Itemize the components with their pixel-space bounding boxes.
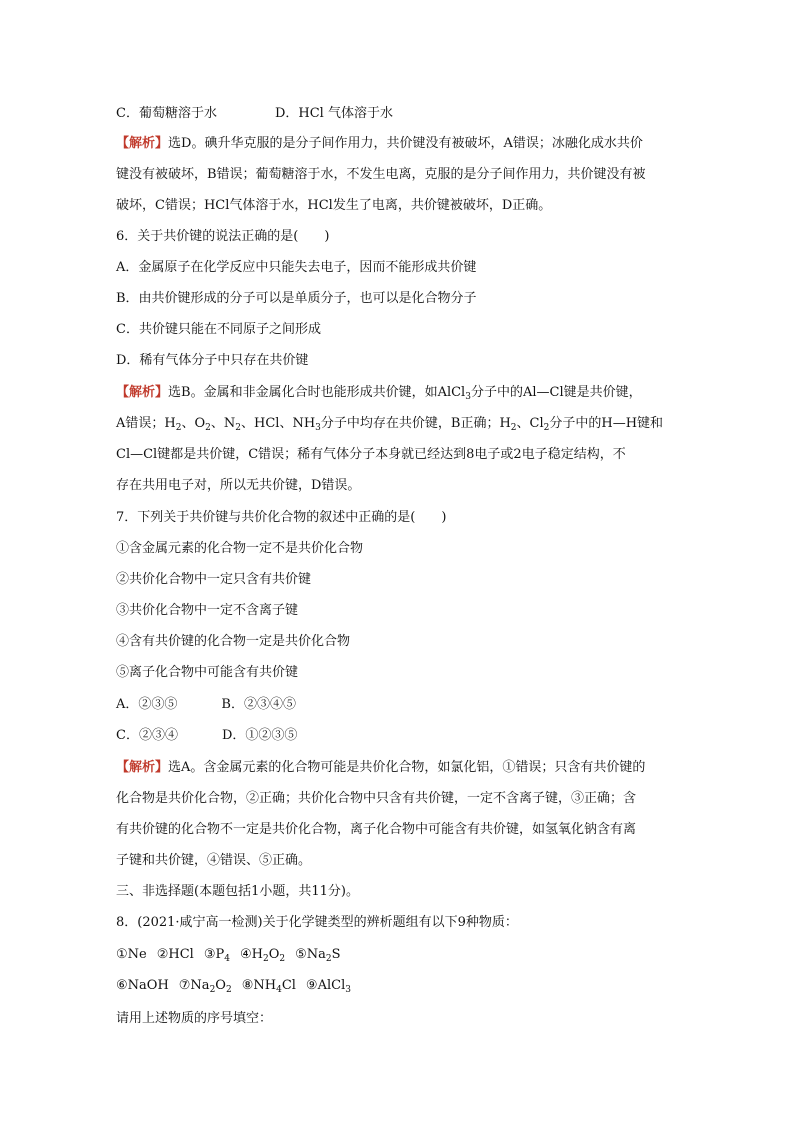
substance-1: ①Ne bbox=[116, 947, 147, 962]
q8-substances-row-2 bbox=[116, 977, 686, 999]
q6-explanation-line-3: Cl—Cl键都是共价键，C错误；稀有气体分子本身就已经达到8电子或2电子稳定结构，不 bbox=[116, 447, 626, 462]
q7-explanation-line-3: 有共价键的化合物不一定是共价化合物，离子化合物中可能含有共价键，如氢氧化钠含有离 bbox=[116, 822, 637, 837]
q7-explanation-line-4: 子键和共价键，④错误、⑤正确。 bbox=[116, 853, 312, 868]
q7-explanation-line-2: 化合物是共价化合物，②正确；共价化合物中只含有共价键，一定不含离子键，③正确；含 bbox=[116, 791, 637, 806]
q6-explanation-line-2: A错误；$H_2$、$O_2$、$N_2$、HCl、$NH_3$分子中均存在共价键，B正确；$H_2$、$Cl_2$分子中的H—H键和 bbox=[116, 416, 664, 433]
substance-3: $③P_4$ bbox=[203, 947, 230, 964]
q7-statement-2: ②共价化合物中一定只含有共价键 bbox=[116, 572, 312, 587]
substance-9: ⑨AlCl$_3$ bbox=[305, 978, 351, 995]
q7-options-cd bbox=[116, 727, 686, 744]
q7-statement-3: ③共价化合物中一定不含离子键 bbox=[116, 603, 299, 618]
substance-5: $⑤Na_2S$ bbox=[295, 947, 341, 964]
substance-7: $⑦Na_2O_2$ bbox=[178, 978, 232, 995]
q6-explanation-line-4: 存在共用电子对，所以无共价键，D错误。 bbox=[116, 478, 361, 493]
substance-4: $④H_2O_2$ bbox=[239, 947, 286, 964]
q5-explanation-line-1: 【解析】选D。碘升华克服的是分子间作用力，共价键没有被破坏，A错误；冰融化成水共价 bbox=[116, 136, 643, 151]
q7-option-a: A．②③⑤ bbox=[116, 697, 178, 712]
substance-6: ⑥NaOH bbox=[116, 978, 169, 993]
q7-explanation-line-1: 【解析】选A。含金属元素的化合物可能是共价化合物，如氯化铝，①错误；只含有共价键的 bbox=[116, 760, 646, 775]
q7-option-d: D．①②③⑤ bbox=[221, 728, 298, 743]
q5-options-cd bbox=[116, 105, 686, 122]
q8-prompt: 请用上述物质的序号填空： bbox=[116, 1011, 273, 1026]
q5-explanation-line-3: 破坏，C错误；HCl气体溶于水，HCl发生了电离，共价键被破坏，D正确。 bbox=[116, 198, 552, 213]
q6-option-c: C．共价键只能在不同原子之间形成 bbox=[116, 322, 321, 337]
q6-explanation-line-1: 【解析】选B。金属和非金属化合时也能形成共价键，如AlCl$_3$分子中的Al—Cl键是共价键， bbox=[116, 385, 642, 402]
q6-option-a: A．金属原子在化学反应中只能失去电子，因而不能形成共价键 bbox=[116, 260, 477, 275]
q6-stem: 6．关于共价键的说法正确的是( ) bbox=[116, 229, 330, 244]
q5-option-c: C．葡萄糖溶于水 bbox=[116, 106, 217, 121]
analysis-tag: 【解析】 bbox=[116, 385, 169, 400]
q7-option-c: C．②③④ bbox=[116, 728, 178, 743]
q5-explanation-line-2: 键没有被破坏，B错误；葡萄糖溶于水，不发生电离，克服的是分子间作用力，共价键没有被 bbox=[116, 167, 646, 182]
q7-stem: 7．下列关于共价键与共价化合物的叙述中正确的是( ) bbox=[116, 510, 447, 525]
q7-option-b: B．②③④⑤ bbox=[221, 697, 296, 712]
section-heading: 三、非选择题(本题包括1小题，共11分)。 bbox=[116, 884, 359, 899]
q8-substances-row-1 bbox=[116, 946, 686, 968]
substance-8: $⑧NH_4Cl$ bbox=[241, 978, 296, 995]
q6-option-d: D．稀有气体分子中只存在共价键 bbox=[116, 353, 309, 368]
analysis-tag: 【解析】 bbox=[116, 136, 169, 151]
q7-statement-1: ①含金属元素的化合物一定不是共价化合物 bbox=[116, 541, 364, 556]
q7-statement-4: ④含有共价键的化合物一定是共价化合物 bbox=[116, 634, 351, 649]
q7-statement-5: ⑤离子化合物中可能含有共价键 bbox=[116, 665, 299, 680]
q5-option-d: D．HCl 气体溶于水 bbox=[274, 106, 393, 121]
q8-stem: 8．(2021·咸宁高一检测)关于化学键类型的辨析题组有以下9种物质： bbox=[116, 915, 518, 930]
q7-options-ab bbox=[116, 696, 686, 713]
substance-2: ②HCl bbox=[156, 947, 194, 962]
q6-option-b: B．由共价键形成的分子可以是单质分子，也可以是化合物分子 bbox=[116, 291, 477, 306]
analysis-tag: 【解析】 bbox=[116, 760, 169, 775]
